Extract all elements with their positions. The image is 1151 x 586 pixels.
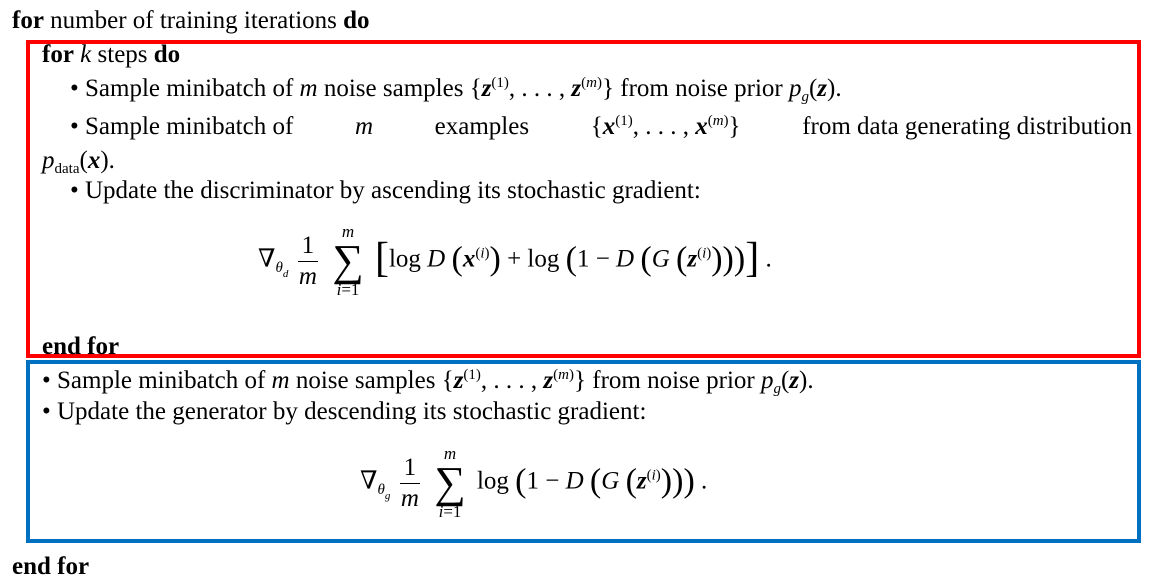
keyword-do: do	[153, 41, 181, 68]
data-sample-set: {$x^{(1)}$, . . . , $x^{(m)}$}	[590, 113, 741, 140]
outer-loop-header	[12, 6, 370, 36]
keyword-do: do	[343, 7, 370, 34]
data-distribution: $p_{data}(x)$.	[42, 147, 115, 177]
outer-end-for: end for	[12, 553, 90, 580]
noise-prior: $p_g(z)$.	[788, 75, 842, 105]
outer-loop-text: number of training iterations	[50, 7, 337, 34]
inner-end-for: end for	[42, 333, 120, 360]
noise-sample-set: {$z^{(1)}$, . . . , $z^{(m)}$}	[441, 367, 586, 394]
inner-loop-text: steps	[97, 41, 148, 68]
disc-step-update: • Update the discriminator by ascending its stochastic gradient:	[70, 177, 701, 204]
gen-step-update: • Update the generator by descending its stochastic gradient:	[42, 398, 647, 425]
keyword-for: for	[42, 41, 74, 68]
inner-loop-var: k	[80, 41, 92, 68]
disc-step-sample-noise: • Sample minibatch of m noise samples {$z^{(1)}$, . . . , $z^{(m)}$} from noise prior $p_g(z)$.	[70, 75, 842, 105]
gen-step-sample-noise: • Sample minibatch of m noise samples {$z^{(1)}$, . . . , $z^{(m)}$} from noise prior $p_g(z)$.	[42, 367, 814, 397]
discriminator-gradient-equation: $\nabla_{\theta_d}$ $\frac{1}{m}$ m ∑ i=1 [log D $(x^{(i)}) + \log (1 - D$ (G $(z^{(i)})$))] .	[258, 222, 772, 299]
generator-gradient-equation: $\nabla_{\theta_g}$ $\frac{1}{m}$ m ∑ i=1 log (1 − D (G $(z^{(i)})$)) .	[360, 444, 708, 521]
disc-step-sample-data: • Sample minibatch of m examples {$x^{(1)}$, . . . , $x^{(m)}$} from data generating distribution	[70, 113, 1132, 140]
noise-prior: $p_g(z)$.	[760, 367, 814, 397]
keyword-for: for	[12, 7, 44, 34]
noise-sample-set: {$z^{(1)}$, . . . , $z^{(m)}$}	[469, 75, 614, 102]
inner-loop-header	[42, 40, 180, 70]
